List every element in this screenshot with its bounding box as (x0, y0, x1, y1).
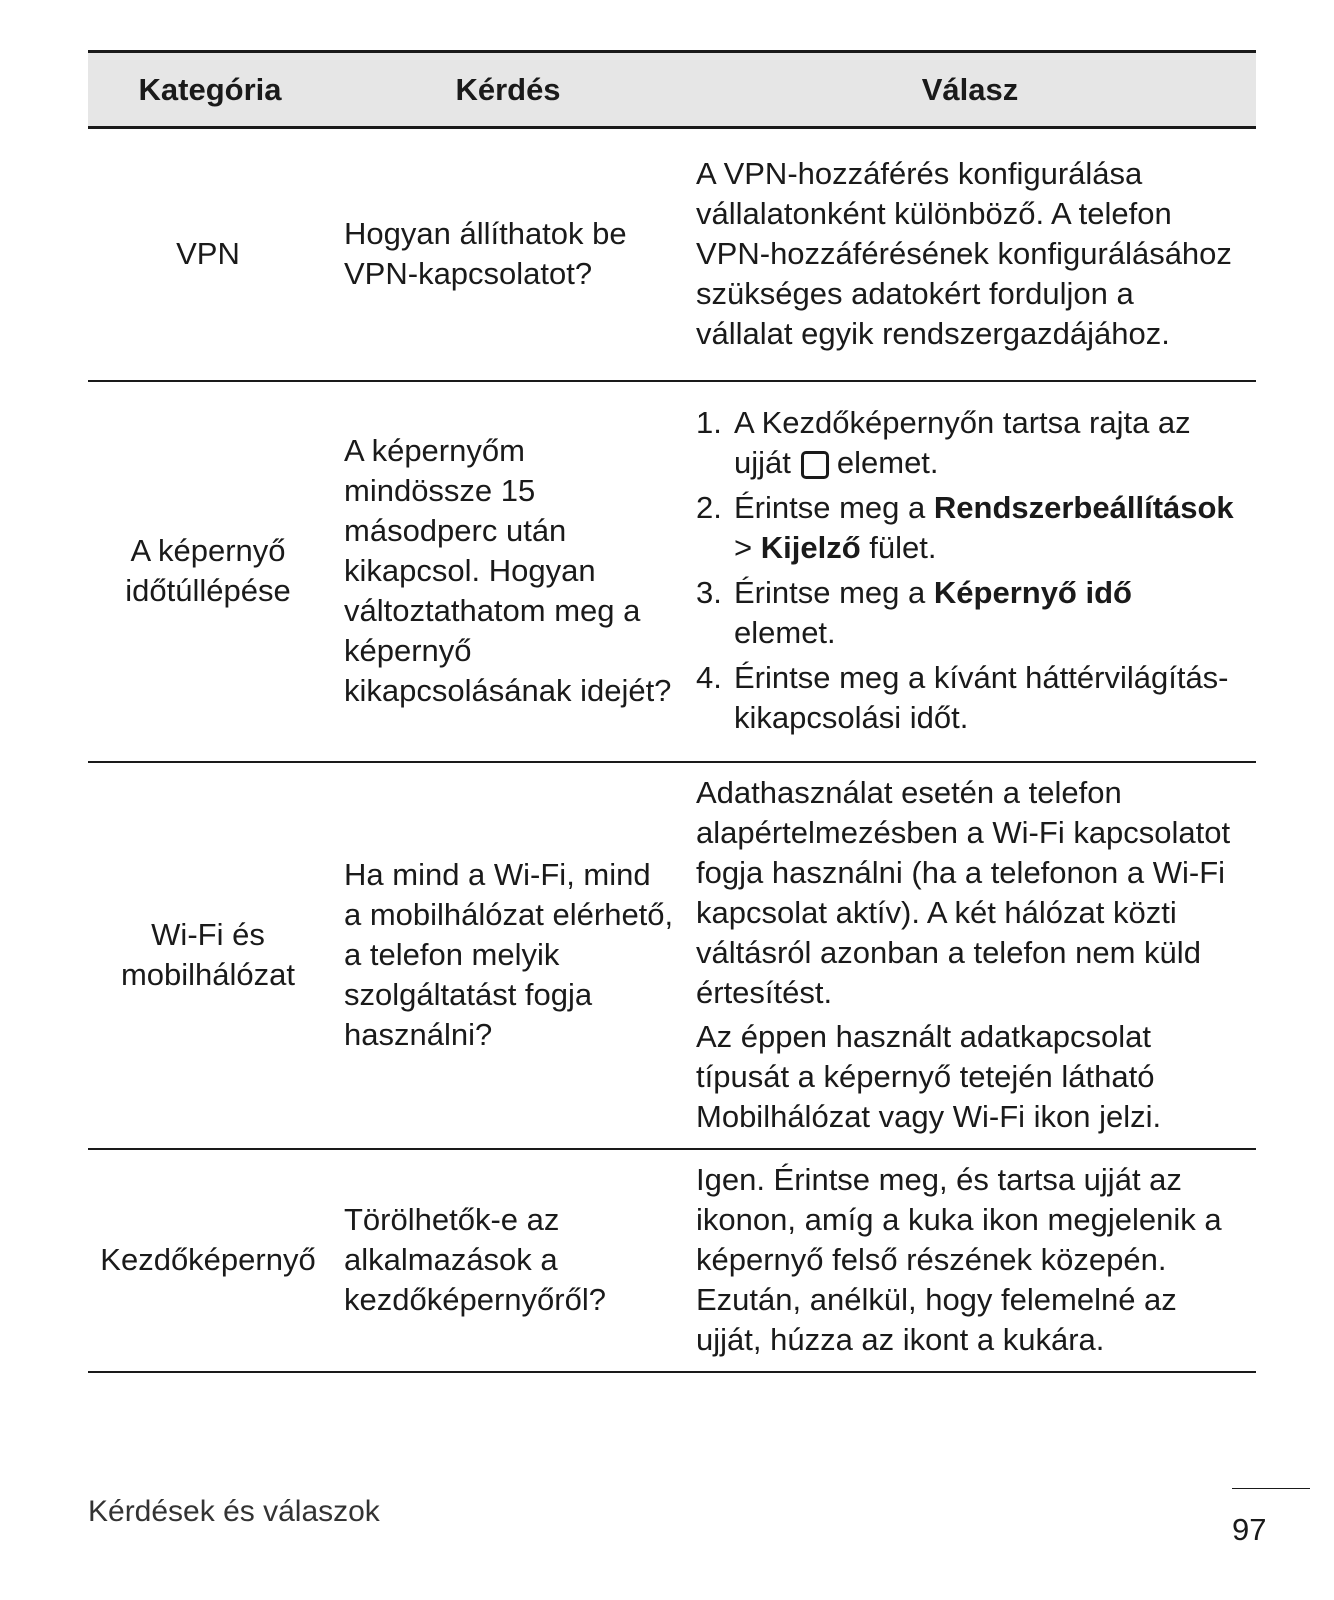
row-answer (684, 762, 1256, 1149)
step-number: 2. (696, 490, 722, 525)
steps-list (696, 403, 1238, 738)
menu-path-item: Kijelző (760, 530, 861, 565)
table-header-row (88, 52, 1256, 128)
footer-section-title: Kérdések és válaszok (88, 1495, 380, 1528)
step-text: Érintse meg a kívánt háttérvilágítás-kikapcsolási időt. (734, 660, 1229, 735)
answer-text: A VPN-hozzáférés konfigurálása vállalatonként különböző. A telefon VPN-hozzáférésének konfigurálásához szükséges adatokért forduljon a vállalat egyik rendszergazdájához. (696, 155, 1232, 351)
row-question: Ha mind a Wi-Fi, mind a mobilhálózat elérhető, a telefon melyik szolgáltatást fogja használni? (344, 856, 674, 1052)
row-question: A képernyőm mindössze 15 másodperc után kikapcsol. Hogyan változtathatom meg a képernyő kikapcsolásának idejét? (344, 432, 672, 708)
header-answer: Válasz (921, 71, 1019, 107)
table-row (88, 128, 1256, 381)
step-text: elemet. (734, 615, 836, 650)
step-item (696, 488, 1238, 568)
table-row (88, 381, 1256, 762)
step-number: 4. (696, 660, 722, 695)
header-question: Kérdés (455, 71, 561, 107)
row-answer (684, 381, 1256, 762)
row-answer (684, 1149, 1256, 1372)
step-item (696, 573, 1238, 653)
menu-path-separator: > (734, 530, 753, 565)
step-text: Érintse meg a (734, 490, 926, 525)
header-category: Kategória (138, 71, 282, 107)
step-item (696, 658, 1238, 738)
table-row (88, 762, 1256, 1149)
step-item (696, 403, 1238, 483)
row-category: Wi-Fi és mobilhálózat (120, 916, 296, 992)
row-category: Kezdőképernyő (100, 1241, 316, 1277)
step-text: A Kezdőképernyőn tartsa rajta az ujját (734, 405, 1191, 480)
row-category: VPN (176, 235, 240, 271)
answer-text: Igen. Érintse meg, és tartsa ujját az ikonon, amíg a kuka ikon megjelenik a képernyő felső részének közepén. Ezután, anélkül, hogy felemelné az ujját, húzza az ikont a kukára. (696, 1161, 1222, 1357)
step-number: 3. (696, 575, 722, 610)
row-question: Törölhetők-e az alkalmazások a kezdőképernyőről? (344, 1201, 606, 1317)
step-text: fület. (869, 530, 937, 565)
page-number: 97 (1232, 1512, 1267, 1547)
menu-path-item: Rendszerbeállítások (933, 490, 1234, 525)
row-category: A képernyő időtúllépése (125, 532, 291, 608)
row-question: Hogyan állíthatok be VPN-kapcsolatot? (344, 215, 627, 291)
menu-path-item: Képernyő idő (933, 575, 1132, 610)
answer-text: Adathasználat esetén a telefon alapértelmezésben a Wi-Fi kapcsolatot fogja használni (ha a telefonon a Wi-Fi kapcsolat aktív). A két hálózat közti váltásról azonban a telefon nem küld értesítést. (696, 774, 1231, 1010)
step-text: elemet. (836, 445, 939, 480)
step-number: 1. (696, 405, 722, 440)
step-text: Érintse meg a (734, 575, 926, 610)
answer-text: Az éppen használt adatkapcsolat típusát a képernyő tetején látható Mobilhálózat vagy Wi-Fi ikon jelzi. (696, 1018, 1162, 1134)
faq-table (88, 50, 1256, 1373)
footer-divider (1232, 1488, 1310, 1489)
recent-apps-square-icon (801, 451, 829, 479)
table-row (88, 1149, 1256, 1372)
row-answer (684, 128, 1256, 381)
